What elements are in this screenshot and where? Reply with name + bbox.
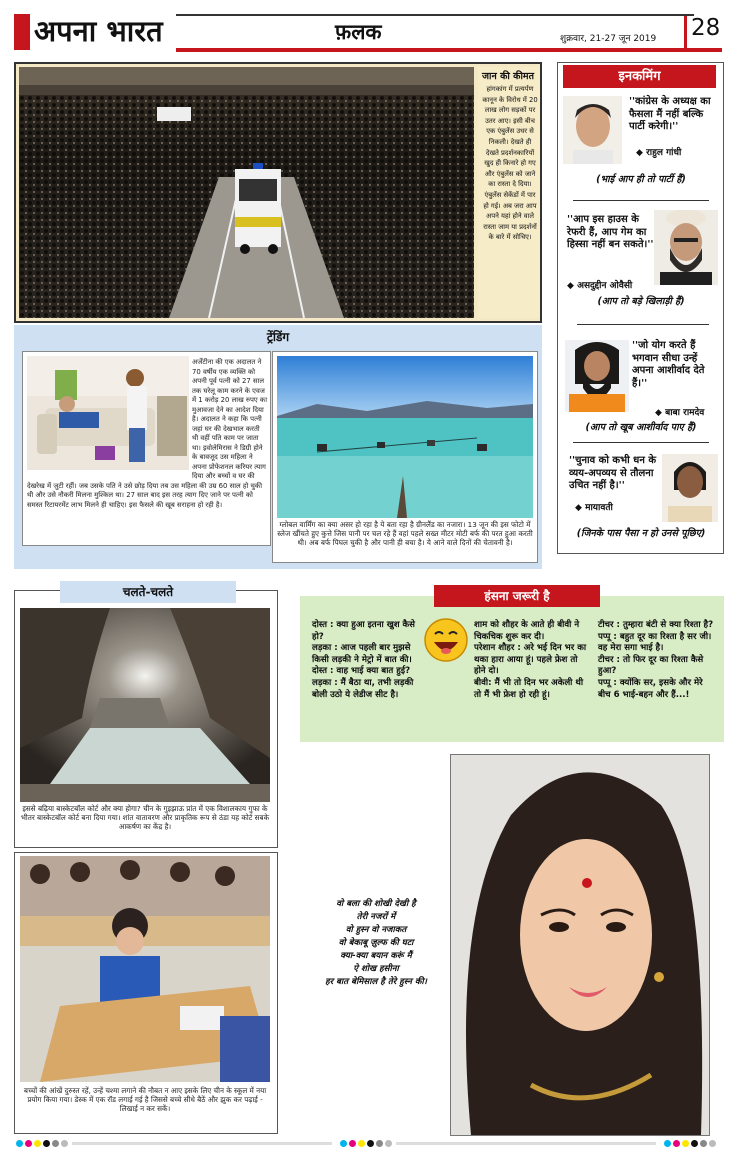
masthead-red-block xyxy=(14,14,30,50)
incoming-sub-4: (जिनके पास पैसा न हो उनसे पूछिए) xyxy=(576,528,706,539)
incoming-name-3: ◆ बाबा रामदेव xyxy=(655,408,705,418)
portrait-photo xyxy=(450,754,710,1136)
incoming-quote-3: ''जो योग करते हैं भगवान सीधा उन्हें अपना आशीर्वाद देते हैं।'' xyxy=(632,340,705,389)
poem-line-7: हर बात बेमिसाल है तेरे हुस्न की। xyxy=(325,977,427,987)
reg-dot xyxy=(673,1140,680,1147)
incoming-divider-3 xyxy=(573,442,709,443)
reg-dot xyxy=(709,1140,716,1147)
reg-dot xyxy=(52,1140,59,1147)
incoming-label: इनकमिंग xyxy=(563,65,716,88)
reg-dot xyxy=(385,1140,392,1147)
reg-dot xyxy=(34,1140,41,1147)
poem-block xyxy=(296,898,456,989)
top-story-sidebar xyxy=(478,67,540,318)
top-story-title: जान की कीमत xyxy=(482,71,535,82)
incoming-name-2-text: असदुद्दीन ओवैसी xyxy=(577,281,633,291)
greenland-photo xyxy=(277,356,533,518)
chalte-caption-1: इससे बढ़िया बास्केटबॉल कोर्ट और क्या होगा? चीन के गुइझाऊ प्रांत में एक विशालकाय गुफा के भीतर बास्केटबॉल कोर्ट बना दिया गया। शांत वातावरण और प्राकृतिक रूप से ठंडा यह कोर्ट सबके आकर्षण का केंद्र है। xyxy=(20,804,270,831)
incoming-divider-1 xyxy=(573,200,709,201)
trending-story-1: अर्जेंटीना की एक अदालत ने 70 वर्षीय एक व्यक्ति को अपनी पूर्व पत्नी को 27 साल तक घरेलू काम करने के एवज में 1 करोड़ 20 लाख रुपए का मुआवजा देने का आदेश दिया है। अदालत ने कहा कि पत्नी जहां घर की देखभाल करती थी वहीं पति काम पर जाता था। इवोलेमिरास ने डिग्री होने के बावजूद उस महिला ने अपना प्रोफेशनल करियर त्याग दिया और बच्चों व घर की देखरेख में जुटी रहीं। जब उसके पति ने उसे छोड़ दिया तब उस महिला की उम्र 60 साल हो चुकी थी और उसे नौकरी मिलना मुश्किल था। 27 साल बाद इस तरह त्याग दिए जाने पर पत्नी को समस्त रिटायरमेंट लाभ मिलने ही चाहिए। इस फैसले की खूब सराहना हो रही है। xyxy=(27,358,268,509)
page-number: 28 xyxy=(691,15,721,41)
section-title: फ़लक xyxy=(335,20,382,44)
reg-dot xyxy=(358,1140,365,1147)
masthead-top-rule xyxy=(176,14,694,16)
reg-dot xyxy=(376,1140,383,1147)
cave-basketball-photo xyxy=(20,608,270,802)
protest-photo xyxy=(19,67,474,318)
mayawati-photo xyxy=(662,454,718,522)
poem-line-4: वो बेकाबू ज़ुल्फ की घटा xyxy=(338,938,414,948)
joke-2: शाम को शौहर के आते ही बीवी ने चिकचिक शुरू कर दी। परेशान शौहर : अरे भई दिन भर का थका हारा आया हूं। पहले फ्रेश तो होने दो। बीवी: मैं भी तो दिन भर अकेली थी तो मैं भी फ्रेश हो रही हूं। xyxy=(474,620,587,700)
incoming-sub-3: (आप तो खूब आशीर्वाद पाए हैं) xyxy=(585,422,697,433)
reg-dot xyxy=(43,1140,50,1147)
incoming-name-1-text: राहुल गांधी xyxy=(646,148,682,158)
reg-dot xyxy=(664,1140,671,1147)
poem-line-3: वो हुस्न वो नजाकत xyxy=(345,925,407,935)
issue-date: शुक्रवार, 21-27 जून 2019 xyxy=(560,34,657,44)
trending-story-2: ग्लोबल वार्मिंग का क्या असर हो रहा है ये बता रहा है ग्रीनलैंड का नजारा। 13 जून की इस फोटो में स्लेज खींचते हुए कुत्ते जिस पानी पर चल रहे हैं वहां पहले सख्त मीटर मोटी बर्फ की परत हुआ करती थी। अब बर्फ पिघल चुकी है और पानी ही बचा है। ये आने वाले दिनों की चेतावनी है। xyxy=(277,520,533,547)
brand-title: अपना भारत xyxy=(34,14,163,48)
incoming-name-3-text: बाबा रामदेव xyxy=(665,408,705,418)
incoming-quote-1: ''कांग्रेस के अध्यक्ष का फैसला मैं नहीं बल्कि पार्टी करेगी।'' xyxy=(629,96,711,132)
reg-dot xyxy=(700,1140,707,1147)
incoming-divider-2 xyxy=(577,324,709,325)
incoming-name-1: ◆ राहुल गांधी xyxy=(636,148,682,158)
incoming-quote-4: ''चुनाव को कभी धन के व्यय-अपव्यय से तौलना उचित नहीं है।'' xyxy=(569,455,657,491)
masthead-bottom-rule xyxy=(176,48,722,52)
reg-dot xyxy=(340,1140,347,1147)
laughing-emoji-icon xyxy=(423,617,469,663)
chalte-label: चलते-चलते xyxy=(60,581,236,603)
page-number-divider xyxy=(684,16,687,48)
top-story-body: हांगकांग में प्रत्यर्पण कानून के विरोध में 20 लाख लोग सड़कों पर उतर आए। इसी बीच एक एंबुलेंस उधर से निकली। देखते ही देखते प्रदर्शनकारियों खुद ही किनारे हो गए और एंबुलेंस को जाने का रास्ता दे दिया। एंबुलेंस सेकेंडों में पार हो गई। अब जरा आप अपने यहां होने वाले रास्ता जाम या प्रदर्शनों के बारे में सोचिए। xyxy=(482,85,538,242)
reg-bar xyxy=(72,1142,332,1145)
poem-line-6: ऐ शोख हसीना xyxy=(353,964,399,974)
reg-dot xyxy=(61,1140,68,1147)
poem-line-2: तेरी नजरों में xyxy=(356,912,396,922)
incoming-name-4: ◆ मायावती xyxy=(575,503,613,513)
incoming-name-4-text: मायावती xyxy=(585,503,613,513)
hasna-label: हंसना जरूरी है xyxy=(434,585,600,607)
poem-line-1: वो बला की शोखी देखी है xyxy=(336,899,416,909)
joke-3: टीचर : तुम्हारा बंटी से क्या रिश्ता है? पप्पू : बहुत दूर का रिश्ता है सर जी। वह मेरा सगा भाई है। टीचर : तो फिर दूर का रिश्ता कैसे हुआ? पप्पू : क्योंकि सर, इसके और मेरे बीच 6 भाई-बहन और हैं...! xyxy=(598,620,714,700)
incoming-quote-2: ''आप इस हाउस के रेफरी हैं, आप गेम का हिस्सा नहीं बन सकते।'' xyxy=(567,214,654,250)
incoming-sub-1: (भाई आप ही तो पार्टी हैं) xyxy=(596,174,686,185)
reg-dot xyxy=(691,1140,698,1147)
reg-dot xyxy=(367,1140,374,1147)
incoming-sub-2: (आप तो बड़े खिलाड़ी हैं) xyxy=(597,296,685,307)
rahul-gandhi-photo xyxy=(563,96,622,164)
incoming-name-2: ◆ असदुद्दीन ओवैसी xyxy=(567,281,633,291)
reg-bar xyxy=(396,1142,656,1145)
chalte-caption-2: बच्चों की आंखें दुरुस्त रहें, उन्हें चश्मा लगाने की नौबत न आए इसके लिए चीन के स्कूल में नया प्रयोग किया गया। डेस्क में एक रॉड लगाई गई है जिससे बच्चे सीधे बैठें और झुक कर पढ़ाई - लिखाई न कर सकें। xyxy=(23,1086,267,1113)
classroom-photo xyxy=(20,856,270,1082)
reg-dot xyxy=(682,1140,689,1147)
trending-label: ट्रेंडिंग xyxy=(266,330,290,344)
reg-dot xyxy=(16,1140,23,1147)
baba-ramdev-photo xyxy=(565,340,629,412)
poem-line-5: क्या-क्या बयान करूं मैं xyxy=(340,951,412,961)
owaisi-photo xyxy=(654,210,718,285)
joke-1: दोस्त : क्या हुआ इतना खुश कैसे हो? लड़का : आज पहली बार मुझसे किसी लड़की ने मेट्रो में बात की। दोस्त : वाह भाई क्या बात हुई? लड़का : मैं बैठा था, तभी लड़की बोली उठो ये लेडीज सीट है। xyxy=(312,620,415,700)
reg-dot xyxy=(349,1140,356,1147)
reg-dot xyxy=(25,1140,32,1147)
